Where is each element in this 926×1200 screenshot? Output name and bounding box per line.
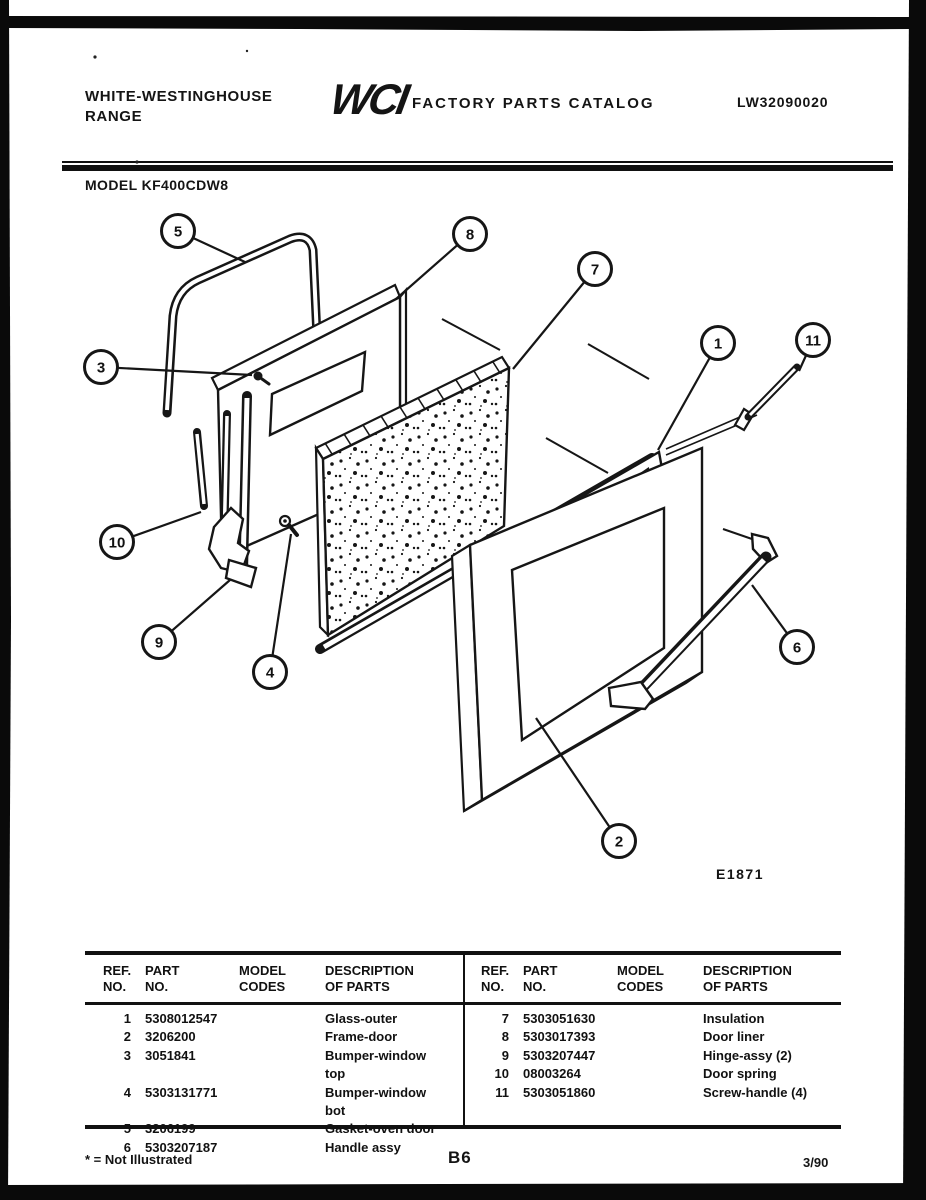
column-header-desc: DESCRIPTION OF PARTS xyxy=(703,963,792,994)
table-row: 10 08003264 Door spring xyxy=(494,1066,777,1082)
callout-8 xyxy=(454,218,487,251)
callout-6-number: 6 xyxy=(792,639,802,657)
callout-2 xyxy=(603,825,636,858)
callout-7-number: 7 xyxy=(590,261,600,279)
callout-5 xyxy=(162,215,195,248)
wci-logo: WCI xyxy=(326,76,410,124)
scan-border-bottom xyxy=(0,1183,926,1200)
callout-4 xyxy=(254,656,287,689)
table-row: 5 3206199 Gasket-oven door xyxy=(123,1121,436,1137)
callout-8-number: 8 xyxy=(465,226,475,244)
publication-number: LW32090020 xyxy=(737,94,829,110)
column-header-desc: DESCRIPTION OF PARTS xyxy=(325,963,414,994)
handle-screw xyxy=(666,367,797,455)
scan-speck xyxy=(246,50,248,52)
table-row: 2 3206200 Frame-door xyxy=(123,1029,398,1045)
column-header-codes: MODEL CODES xyxy=(239,963,286,994)
scan-border-left xyxy=(0,0,11,1200)
table-row: 4 5303131771 Bumper-window bot xyxy=(123,1084,427,1119)
figure-code: E1871 xyxy=(716,866,764,882)
callout-9-number: 9 xyxy=(154,634,164,652)
scan-border-top xyxy=(6,16,910,31)
parts-table xyxy=(85,951,841,1155)
table-row: 3 3051841 Bumper-window top xyxy=(123,1047,427,1082)
callout-7 xyxy=(579,253,612,286)
table-row: 7 5303051630 Insulation xyxy=(501,1011,765,1026)
callout-1-number: 1 xyxy=(713,335,723,353)
callout-3 xyxy=(85,351,118,384)
date-code: 3/90 xyxy=(803,1155,829,1170)
callout-9 xyxy=(143,626,176,659)
page-code: B6 xyxy=(448,1148,472,1167)
parts-table-left-half xyxy=(100,951,445,1155)
column-header-ref: REF. NO. xyxy=(481,963,510,994)
not-illustrated-note: * = Not Illustrated xyxy=(85,1152,193,1167)
table-center-divider xyxy=(463,951,465,1129)
callout-10 xyxy=(101,526,134,559)
callout-2-number: 2 xyxy=(614,833,624,851)
door-spring xyxy=(197,432,204,506)
callout-6 xyxy=(781,631,814,664)
model-number: MODEL KF400CDW8 xyxy=(85,177,229,193)
parts-table-right-half xyxy=(478,951,823,1129)
callout-1 xyxy=(702,327,735,360)
table-row: 9 5303207447 Hinge-assy (2) xyxy=(501,1047,792,1063)
scan-speck xyxy=(93,55,96,58)
brand-name-line2: RANGE xyxy=(85,108,143,125)
scan-border-right xyxy=(903,0,926,1200)
callout-5-number: 5 xyxy=(173,223,183,241)
table-row: 6 5303207187 Handle assy xyxy=(123,1139,401,1155)
callout-4-number: 4 xyxy=(265,664,275,682)
table-rows-right xyxy=(478,1010,823,1102)
column-header-part: PART NO. xyxy=(523,963,558,994)
table-header-left xyxy=(100,963,445,995)
scan-speck xyxy=(135,160,138,163)
brand-name-line1: WHITE-WESTINGHOUSE xyxy=(85,88,273,105)
callout-11 xyxy=(797,324,830,357)
callout-10-number: 10 xyxy=(108,534,126,552)
table-header-right xyxy=(478,963,823,995)
table-rows-left xyxy=(100,1010,445,1157)
callout-11-number: 11 xyxy=(805,332,821,350)
column-header-part: PART NO. xyxy=(145,963,180,994)
callout-3-number: 3 xyxy=(96,359,106,377)
column-header-codes: MODEL CODES xyxy=(617,963,664,994)
table-row: 1 5308012547 Glass-outer xyxy=(123,1011,398,1026)
table-row: 11 5303051860 Screw-handle (4) xyxy=(495,1084,808,1100)
column-header-ref: REF. NO. xyxy=(103,963,132,994)
table-row: 8 5303017393 Door liner xyxy=(501,1029,765,1045)
catalog-title: FACTORY PARTS CATALOG xyxy=(412,95,655,112)
